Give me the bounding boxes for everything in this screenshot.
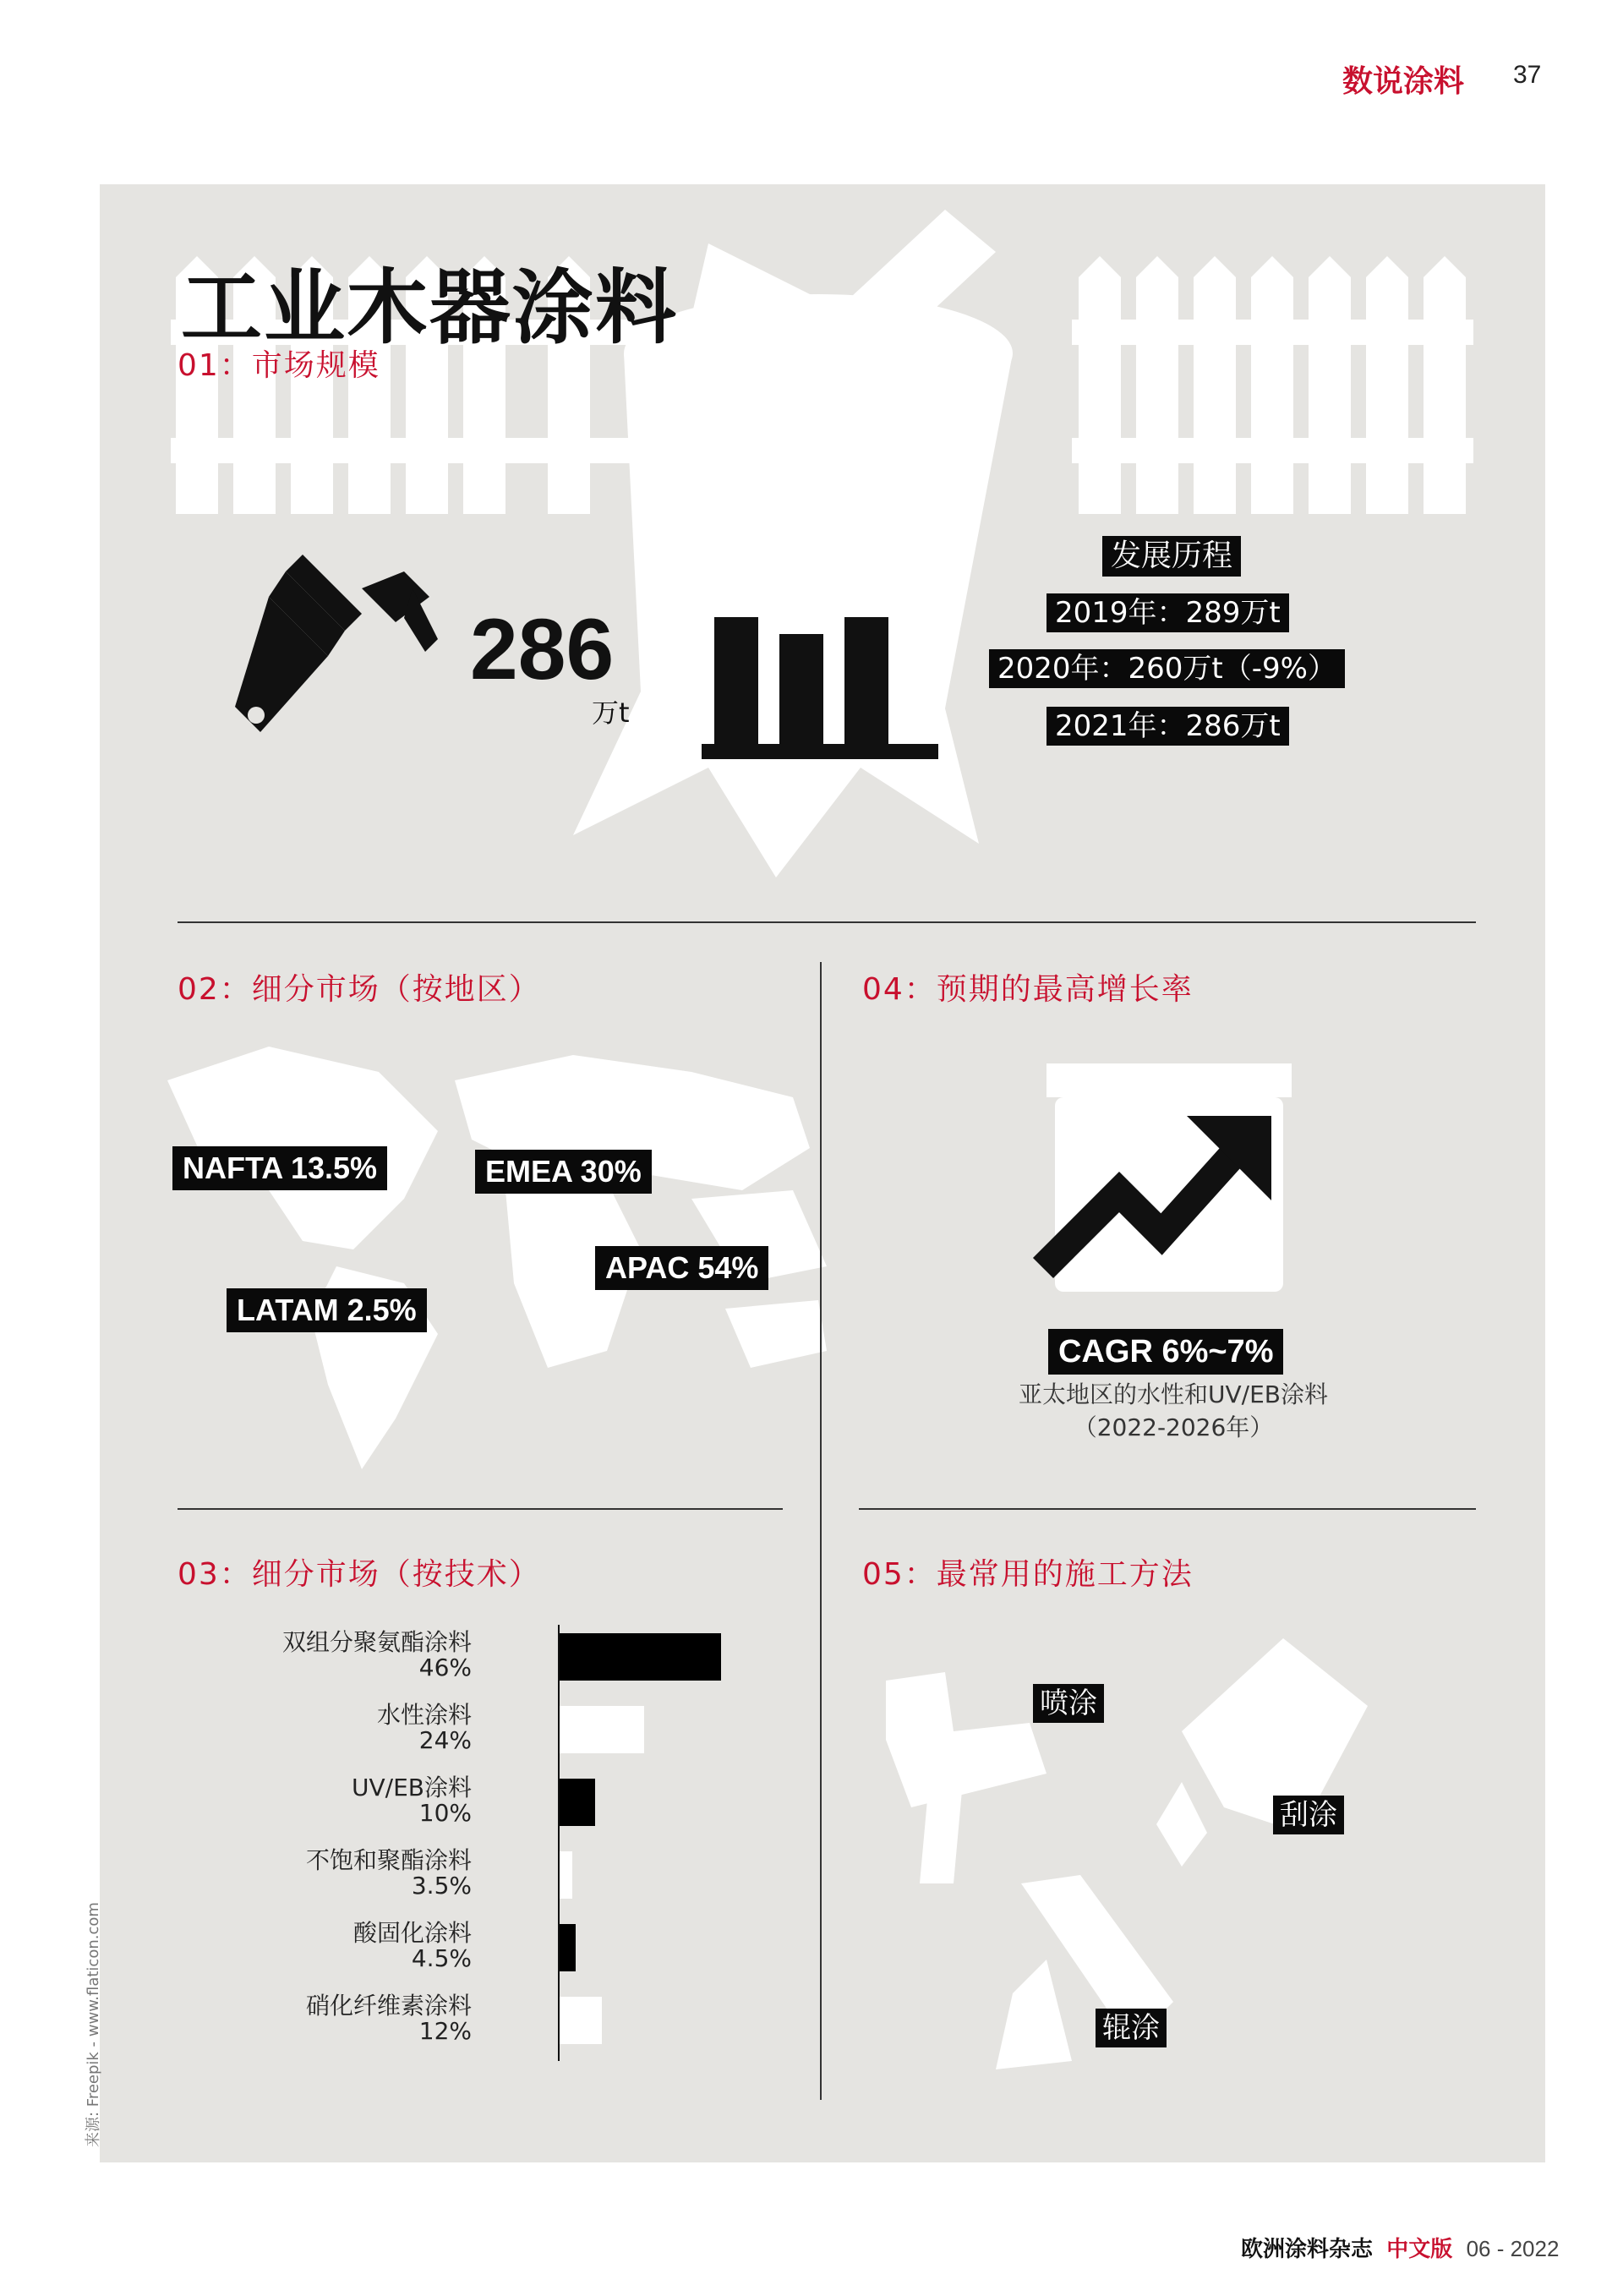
bar-chart-icon [702,609,938,761]
fence-right-icon [1072,256,1473,514]
history-2020: 2020年：260万t（-9%） [989,649,1345,688]
tech-category: 不饱和聚酯涂料 [305,1846,472,1874]
paint-brush-icon [235,538,455,757]
history-title: 发展历程 [1102,536,1241,577]
section-title-region: 02：细分市场（按地区） [178,972,541,1007]
cagr-description-block [1004,1378,1342,1444]
section-title-growth: 04：预期的最高增长率 [862,972,1194,1007]
tech-value: 12% [418,2017,472,2045]
method-spray: 喷涂 [1033,1684,1104,1723]
tech-bar [560,1706,644,1753]
cagr-value: CAGR 6%~7% [1048,1329,1283,1375]
tech-value: 24% [418,1726,472,1754]
cagr-period: （2022-2026年） [1073,1413,1274,1442]
source-credit: 来源: Freepik - www.flaticon.com [85,1902,102,2147]
market-size-unit: 万t [592,697,630,729]
divider-vertical [820,962,822,2100]
page-title: 工业木器涂料 [181,260,678,355]
tech-label [377,1703,472,1753]
footer-magazine: 欧洲涂料杂志 [1241,2237,1374,2262]
footer-date: 06 - 2022 [1466,2236,1560,2261]
market-size-value: 286 [470,601,615,697]
divider-left-bottom [178,1508,783,1510]
tech-value: 4.5% [411,1944,472,1972]
method-roll: 辊涂 [1096,2009,1167,2047]
footer [1241,2232,1559,2263]
footer-edition: 中文版 [1386,2237,1453,2262]
tech-category: 水性涂料 [376,1701,472,1729]
tech-category: UV/EB涂料 [352,1774,472,1801]
page-number: 37 [1513,61,1542,89]
infographic-panel [100,184,1545,2162]
history-2019: 2019年：289万t [1046,593,1289,632]
tech-value: 46% [418,1654,472,1681]
section-title-application: 05：最常用的施工方法 [862,1557,1194,1592]
tech-category: 硝化纤维素涂料 [305,1992,472,2020]
section-header: 数说涂料 [1342,64,1465,99]
tech-bar [560,1924,576,1971]
tech-bar [560,1997,602,2044]
tech-label [306,1993,472,2044]
tech-label [282,1630,472,1681]
tech-category: 酸固化涂料 [352,1919,472,1947]
tech-label [353,1921,472,1971]
tech-label [352,1775,472,1826]
tech-value: 10% [418,1799,472,1827]
divider-top [178,921,1476,923]
spray-gun-icon [886,1672,1046,1883]
tech-value: 3.5% [411,1872,472,1900]
region-emea: EMEA 30% [475,1150,652,1194]
section-title-market-size: 01：市场规模 [178,348,380,383]
tech-axis [558,1625,560,2061]
region-latam: LATAM 2.5% [227,1288,427,1332]
method-scrape: 刮涂 [1273,1796,1344,1834]
section-title-technology: 03：细分市场（按技术） [178,1557,541,1592]
history-2021: 2021年：286万t [1046,707,1289,746]
tech-category: 双组分聚氨酯涂料 [281,1628,472,1656]
region-nafta: NAFTA 13.5% [172,1146,387,1190]
tech-bar [560,1779,595,1826]
tech-bar [560,1633,721,1681]
growth-arrow-icon [1026,1099,1280,1293]
divider-right-bottom [859,1508,1476,1510]
tech-bar [560,1851,572,1899]
tech-label [306,1848,472,1899]
region-apac: APAC 54% [595,1246,768,1290]
cagr-description: 亚太地区的水性和UV/EB涂料 [1019,1380,1328,1408]
